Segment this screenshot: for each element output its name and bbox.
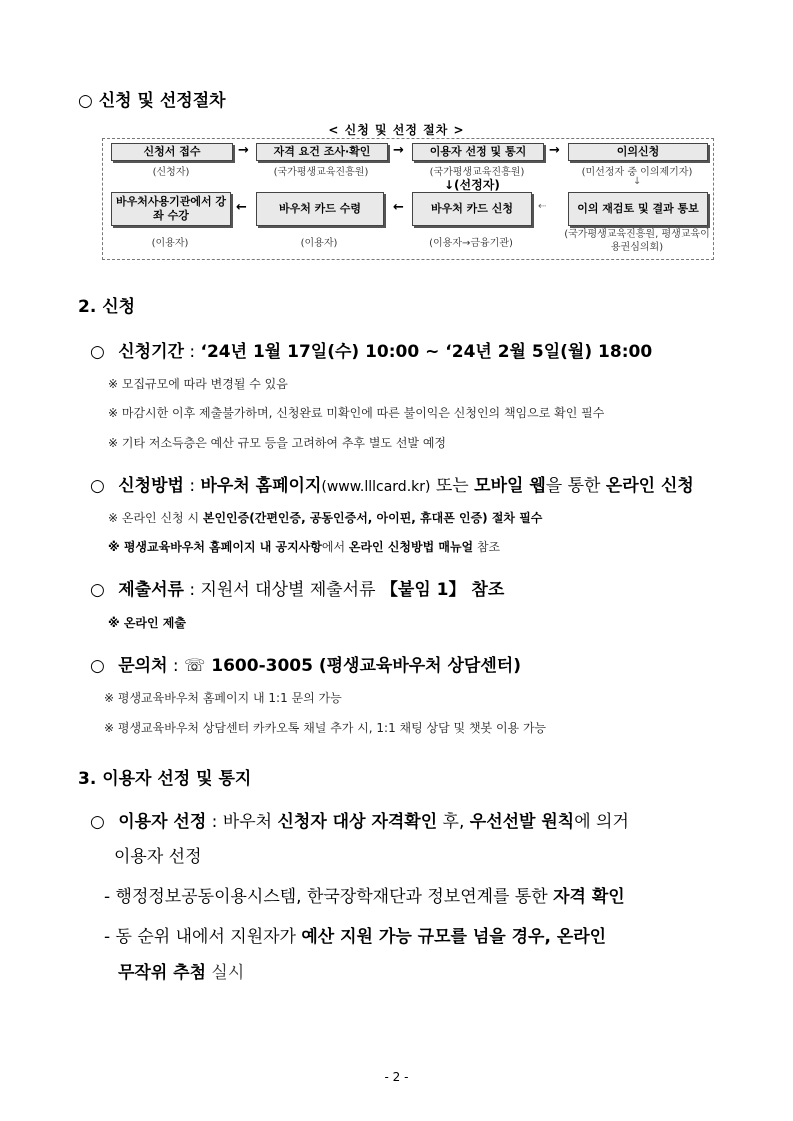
- sub-objector: (미선정자 중 이의제기자): [581, 167, 693, 178]
- select-line-2: 이용자 선정: [114, 847, 202, 867]
- sub-user-bank: (이용자→금융기관): [429, 238, 513, 249]
- method-note-1: [108, 509, 542, 526]
- arrow-right-icon: →: [549, 143, 560, 158]
- method-mobile: 모바일 웹: [474, 476, 546, 496]
- arrow-right-icon: →: [238, 143, 249, 158]
- bullet: ○: [90, 812, 105, 832]
- box-objection: 이의신청: [568, 143, 708, 161]
- bold-text: 자격 확인: [553, 887, 625, 907]
- bullet: ○: [90, 580, 105, 600]
- period-line: ○ 신청기간 : ‘24년 1월 17일(수) 10:00 ~ ‘24년 2월 5일(월) 18:00: [90, 342, 653, 362]
- text: : 바우처: [206, 812, 278, 832]
- period-note: ※ 기타 저소득층은 예산 규모 등을 고려하여 추후 별도 선발 예정: [108, 436, 447, 450]
- docs-line: [90, 575, 504, 600]
- note-bold: ※ 평생교육바우처 홈페이지 내 공지사항: [108, 540, 322, 554]
- diagram-title: < 신청 및 선정 절차 >: [328, 123, 465, 137]
- note-bold: 본인인증(간편인증, 공동인증서, 아이핀, 휴대폰 인증) 절차 필수: [202, 511, 543, 525]
- box-application-receipt: 신청서 접수: [111, 143, 233, 161]
- note-text: 참조: [473, 540, 501, 554]
- page-number: - 2 -: [384, 1070, 409, 1084]
- arrow-down-icon: ↓: [633, 176, 642, 187]
- box-review-result: 이의 재검토 및 결과 통보: [568, 192, 708, 226]
- docs-label: 제출서류: [118, 580, 184, 600]
- method-homepage: 바우처 홈페이지: [200, 476, 322, 496]
- bold-text: 무작위 추첨: [118, 963, 207, 983]
- dash-line-2-cont: [118, 958, 244, 983]
- bold-text: 우선선발 원칙: [469, 812, 575, 832]
- sub-applicant: (신청자): [152, 167, 190, 178]
- sep: :: [183, 476, 201, 496]
- sep: :: [167, 656, 185, 676]
- intro-title: ○ 신청 및 선정절차: [78, 91, 226, 111]
- sub-user: (이용자): [151, 238, 189, 249]
- period-label: 신청기간: [118, 342, 184, 362]
- contact-line: [90, 651, 521, 676]
- method-label: 신청방법: [118, 476, 184, 496]
- section2-title: 2. 신청: [78, 297, 136, 317]
- contact-note: ※ 평생교육바우처 홈페이지 내 1:1 문의 가능: [104, 691, 342, 705]
- docs-ref: 【붙임 1】 참조: [380, 580, 505, 600]
- sub-user-2: (이용자): [300, 238, 338, 249]
- note-text: 에서: [321, 540, 349, 554]
- period-value: ‘24년 1월 17일(수) 10:00 ~ ‘24년 2월 5일(월) 18:00: [200, 342, 653, 362]
- method-online: 온라인 신청: [605, 476, 694, 496]
- note-bold: 온라인 신청방법 매뉴얼: [348, 540, 474, 554]
- contact-value: ☏ 1600-3005 (평생교육바우처 상담센터): [184, 656, 521, 676]
- method-or: 또는: [430, 476, 475, 496]
- bullet: ○: [90, 342, 105, 362]
- box-receive-card: 바우처 카드 수령: [256, 192, 384, 226]
- method-line: [90, 471, 694, 496]
- contact-label: 문의처: [118, 656, 168, 676]
- select-label: 이용자 선정: [118, 812, 207, 832]
- text: - 동 순위 내에서 지원자가: [104, 927, 302, 947]
- arrow-left-icon: ←: [393, 200, 404, 215]
- text: 후,: [437, 812, 470, 832]
- text: - 행정정보공동이용시스템, 한국장학재단과 정보연계를 통한: [104, 887, 554, 907]
- method-via: 을 통한: [545, 476, 606, 496]
- period-note: ※ 마감시한 이후 제출불가하며, 신청완료 미확인에 따른 불이익은 신청인의 책임으로 확인 필수: [108, 406, 605, 420]
- select-line: [90, 807, 629, 832]
- method-note-2: [108, 538, 500, 555]
- bullet: ○: [90, 656, 105, 676]
- text: 에 의거: [574, 812, 629, 832]
- box-user-selection: 이용자 선정 및 통지: [412, 143, 544, 161]
- sub-nile: (국가평생교육진흥원): [273, 167, 369, 178]
- bold-text: 예산 지원 가능 규모를 넘을 경우, 온라인: [301, 927, 607, 947]
- dash-line-2: [104, 922, 606, 947]
- contact-note: ※ 평생교육바우처 상담센터 카카오톡 채널 추가 시, 1:1 채팅 상담 및 챗봇 이용 가능: [104, 721, 547, 735]
- sub-nile-2: (국가평생교육진흥원): [429, 167, 525, 178]
- section3-title: 3. 이용자 선정 및 통지: [78, 769, 252, 789]
- bullet: ○: [90, 476, 105, 496]
- box-take-course: 바우처사용기관에서 강좌 수강: [111, 192, 231, 226]
- period-note: ※ 모집규모에 따라 변경될 수 있음: [108, 377, 288, 391]
- arrow-left-icon: ←: [236, 200, 247, 215]
- selected-label: ↓(선정자): [444, 178, 500, 192]
- arrow-right-icon: →: [393, 143, 404, 158]
- box-eligibility-check: 자격 요건 조사·확인: [256, 143, 388, 161]
- method-url: (www.lllcard.kr): [321, 479, 431, 495]
- dash-line-1: [104, 882, 625, 907]
- docs-note: ※ 온라인 제출: [108, 616, 186, 630]
- box-apply-card: 바우처 카드 신청: [412, 192, 532, 226]
- dotted-arrow-left-icon: ⇠: [538, 201, 547, 212]
- docs-text: : 지원서 대상별 제출서류: [183, 580, 381, 600]
- bold-text: 신청자 대상 자격확인: [277, 812, 438, 832]
- text: 실시: [206, 963, 245, 983]
- sub-review-orgs: (국가평생교육진흥원, 평생교육이용권심의회): [564, 229, 710, 253]
- note-text: ※ 온라인 신청 시: [108, 511, 203, 525]
